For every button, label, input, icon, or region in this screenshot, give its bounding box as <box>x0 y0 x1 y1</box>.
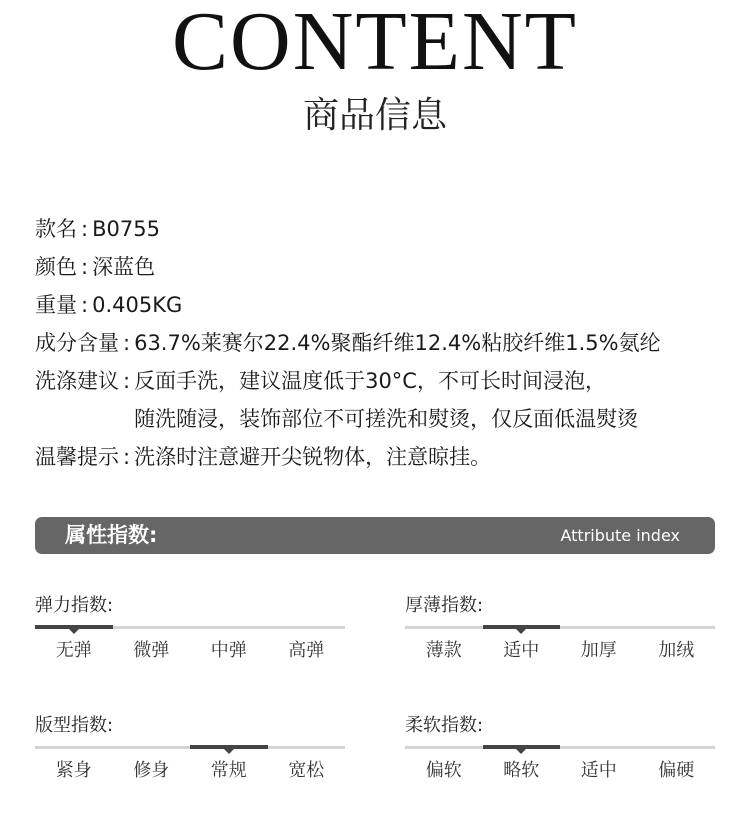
page-title: CONTENT <box>172 0 578 88</box>
scale-option: 加厚 <box>580 640 617 661</box>
info-row-style <box>35 210 735 248</box>
scale-track <box>405 746 715 749</box>
info-colon: : <box>123 445 131 469</box>
scale-fit <box>35 714 345 787</box>
info-colon: : <box>81 217 89 241</box>
info-label: 颜色 <box>35 255 77 279</box>
scale-labels <box>405 637 715 667</box>
scale-marker-icon <box>69 629 79 634</box>
scale-option: 无弹 <box>55 640 92 661</box>
scale-labels <box>35 757 345 787</box>
info-row-washing <box>35 362 735 438</box>
scale-title: 柔软指数: <box>405 715 484 736</box>
scale-marker-icon <box>516 629 526 634</box>
product-info <box>35 210 735 476</box>
scale-track <box>405 626 715 629</box>
scale-labels <box>405 757 715 787</box>
scale-option: 修身 <box>133 760 170 781</box>
scale-option: 适中 <box>580 760 617 781</box>
info-row-weight <box>35 286 735 324</box>
scale-option: 中弹 <box>210 640 247 661</box>
info-value: 洗涤时注意避开尖锐物体，注意晾挂。 <box>134 445 492 469</box>
scale-marker-icon <box>516 749 526 754</box>
scale-option: 宽松 <box>288 760 325 781</box>
scale-option: 适中 <box>503 640 540 661</box>
scale-option: 紧身 <box>55 760 92 781</box>
info-value: 63.7%莱赛尔22.4%聚酯纤维12.4%粘胶纤维1.5%氨纶 <box>134 331 661 355</box>
info-label: 重量 <box>35 293 77 317</box>
info-row-color <box>35 248 735 286</box>
scale-option: 常规 <box>210 760 247 781</box>
info-label: 洗涤建议 <box>35 369 119 393</box>
scale-marker-icon <box>224 749 234 754</box>
scale-labels <box>35 637 345 667</box>
scale-track <box>35 626 345 629</box>
info-colon: : <box>81 293 89 317</box>
attribute-index-bar <box>35 517 715 554</box>
info-label: 款名 <box>35 217 77 241</box>
scale-option: 薄款 <box>425 640 462 661</box>
info-value: 0.405KG <box>92 293 183 317</box>
page-subtitle: 商品信息 <box>302 95 447 136</box>
info-colon: : <box>123 369 131 393</box>
scale-title: 厚薄指数: <box>405 595 484 616</box>
info-colon: : <box>123 331 131 355</box>
info-label: 温馨提示 <box>35 445 119 469</box>
scale-elasticity <box>35 594 345 667</box>
scale-option: 加绒 <box>658 640 695 661</box>
scale-title: 版型指数: <box>35 715 114 736</box>
info-value: B0755 <box>92 217 160 241</box>
info-value <box>134 362 638 438</box>
info-colon: : <box>81 255 89 279</box>
info-row-tips <box>35 438 735 476</box>
info-row-composition <box>35 324 735 362</box>
scale-title: 弹力指数: <box>35 595 114 616</box>
scale-option: 微弹 <box>133 640 170 661</box>
scale-thickness <box>405 594 715 667</box>
attribute-title-cn: 属性指数: <box>65 523 158 547</box>
info-label: 成分含量 <box>35 331 119 355</box>
scale-softness <box>405 714 715 787</box>
scale-option: 略软 <box>503 760 540 781</box>
info-value-line: 随洗随浸，装饰部位不可搓洗和熨烫，仅反面低温熨烫 <box>134 407 639 431</box>
scale-option: 高弹 <box>288 640 325 661</box>
info-value-line: 反面手洗，建议温度低于30°C，不可长时间浸泡， <box>134 369 606 393</box>
scale-option: 偏软 <box>425 760 462 781</box>
scale-option: 偏硬 <box>658 760 695 781</box>
info-value: 深蓝色 <box>92 255 156 279</box>
attribute-title-en: Attribute index <box>560 526 680 545</box>
scale-track <box>35 746 345 749</box>
